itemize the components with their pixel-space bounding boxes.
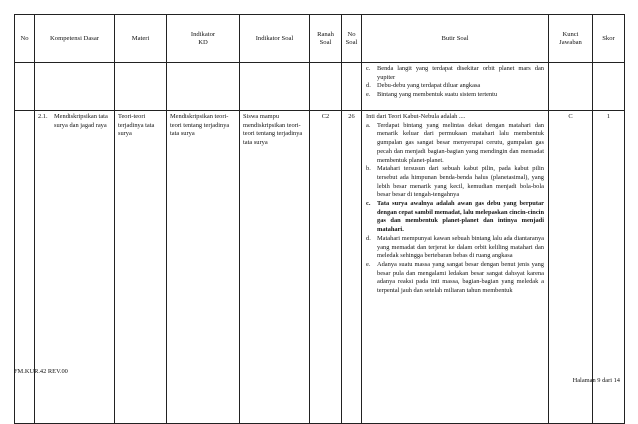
header-materi: Materi (115, 15, 167, 63)
kunci-cell: C (549, 111, 593, 424)
option-text: Matahari mempunyai kawan sebuah bintang lalu ada diantaranya yang memadat dan terjerat ke dalam orbit keliling matahari dan meledak sehingga bertebaran bebas di ruang angkasa (377, 234, 544, 260)
option-text: Tata surya awalnya adalah awan gas debu yang berputar dengan cepat sambil memadat, lalu melepaskan cincin-cincin gas dan membentuk planet-planet dan intinya menjadi matahari. (377, 200, 544, 234)
option-text: Adanya suatu massa yang sangat besar dengan benut jenis yang besar pula dan mengalami ledakan besar sangat dahsyat karena adanya reaksi pada inti massa, bagian-bagian yang meledak a terpental jauh dan setelah miliaran tahun membentuk (377, 260, 544, 295)
header-kunci-line2: Jawaban (559, 38, 582, 46)
empty-cell (240, 63, 310, 111)
option-letter: b. (366, 165, 371, 173)
header-no-soal-line2: Soal (345, 38, 358, 46)
kd-number: 2.1. (38, 113, 48, 120)
option-letter: c. (366, 200, 371, 208)
header-kompetensi: Kompetensi Dasar (35, 15, 115, 63)
kompetensi-entry (38, 113, 111, 130)
header-row (15, 15, 625, 63)
empty-cell (342, 63, 362, 111)
skor-cell: 1 (593, 111, 625, 424)
option-letter: d. (366, 234, 371, 242)
empty-cell (310, 63, 342, 111)
header-ranah-line1: Ranah (317, 30, 334, 38)
option-text: Matahari tersusun dari sebuah kabut pilin, pada kabut pilin tersebut ada himpunan benda-benda halus (planetasimal), yang lebih besar menarik yang kecil, kemudian menjadi bola-bola besar besar di tengah-tengahnya (377, 165, 544, 199)
header-ranah (310, 15, 342, 63)
header-kunci (549, 15, 593, 63)
ranah-cell: C2 (310, 111, 342, 424)
option-letter: a. (366, 121, 371, 129)
kd-text: Mendiskripsikan tata surya dan jagad raya (54, 113, 108, 129)
option-item (366, 82, 544, 91)
question-table (14, 14, 625, 424)
header-skor: Skor (593, 15, 625, 63)
materi-cell: Teori-teori terjadinya tata surya (115, 111, 167, 424)
header-indikator-soal: Indikator Soal (240, 15, 310, 63)
option-letter: e. (366, 260, 371, 268)
option-b (366, 165, 544, 200)
empty-cell (115, 63, 167, 111)
option-text: Bintang yang membentuk suatu sistem tertentu (377, 91, 498, 99)
kompetensi-cell (35, 111, 115, 424)
option-c-correct (366, 200, 544, 235)
option-text: Debu-debu yang terdapat diluar angkasa (377, 82, 481, 90)
header-no-soal-line1: No (347, 30, 356, 38)
header-indikator-kd-line2: KD (198, 38, 208, 46)
continued-row (15, 63, 625, 111)
header-no: No (15, 15, 35, 63)
option-text: Terdapat bintang yang melintas dekat dengan matahari dan menarik keluar dari permukaan matahari lalu membentuk gumpalan gas sangat besar menyerupai cerutu, gumpalan gas pecah dan menjadi bagian-bagian yang mendingin dan memadat membentuk planet-planet. (377, 121, 544, 164)
option-item (366, 65, 544, 82)
header-kunci-line1: Kunci (562, 30, 579, 38)
empty-cell (15, 63, 35, 111)
header-indikator-kd (167, 15, 240, 63)
question-row (15, 111, 625, 424)
form-code: FM.KUR.42 REV.00 (14, 368, 68, 375)
empty-cell (35, 63, 115, 111)
no-soal-cell: 26 (342, 111, 362, 424)
option-d (366, 235, 544, 261)
option-e (366, 261, 544, 296)
header-ranah-line2: Soal (319, 38, 332, 46)
option-letter: c. (366, 65, 371, 72)
page-number: Halaman 9 dari 14 (572, 377, 620, 384)
empty-cell (167, 63, 240, 111)
empty-cell (15, 111, 35, 424)
indikator-soal-cell: Siswa mampu mendiskripsikan teori-teori tentang terjadinya tata surya (240, 111, 310, 424)
option-a (366, 122, 544, 166)
question-stem: Inti dari Teori Kabut-Nebula adalah .... (366, 113, 466, 120)
empty-cell (549, 63, 593, 111)
butir-soal-cell (362, 111, 549, 424)
indikator-kd-cell: Mendiskripsikan teori-teori tentang terjadinya tata surya (167, 111, 240, 424)
option-letter: d. (366, 82, 371, 90)
continued-options (362, 63, 549, 111)
option-letter: e. (366, 91, 371, 99)
option-text: Benda langit yang terdapat disekitar orbit planet mars dan yupiter (377, 65, 544, 81)
header-no-soal (342, 15, 362, 63)
header-butir: Butir Soal (362, 15, 549, 63)
empty-cell (593, 63, 625, 111)
option-item (366, 91, 544, 100)
header-indikator-kd-line1: Indikator (190, 30, 216, 38)
